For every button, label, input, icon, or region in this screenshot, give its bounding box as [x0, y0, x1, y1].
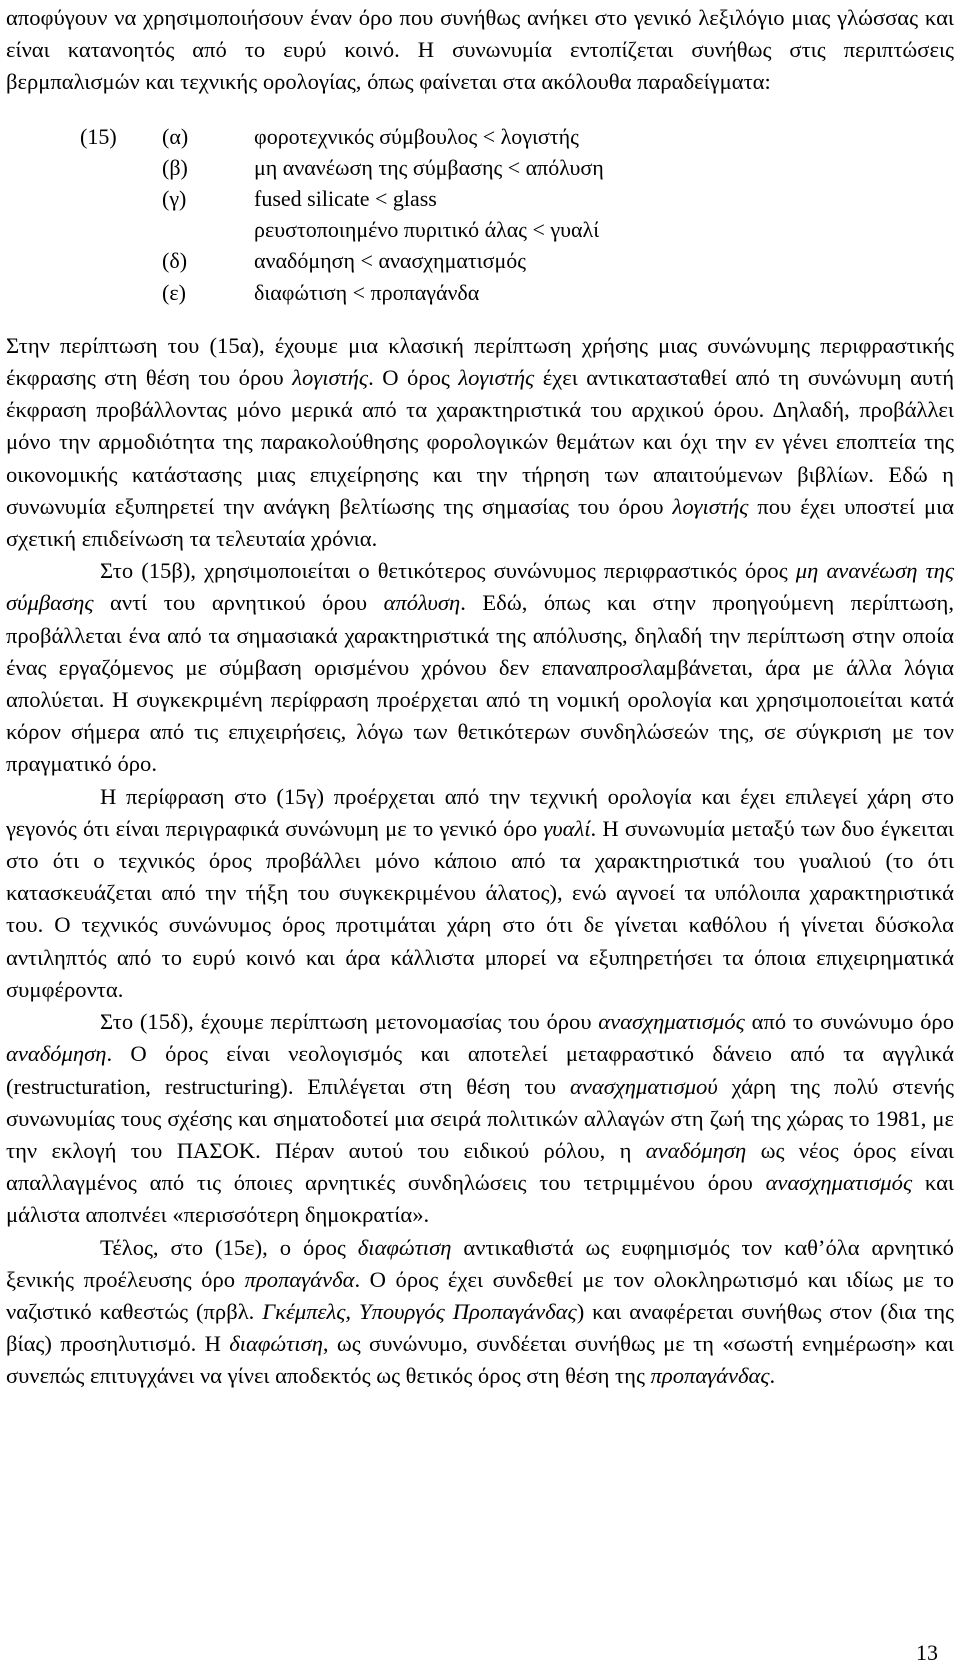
example-row — [80, 183, 954, 214]
italic-term: διαφώτιση — [229, 1331, 323, 1357]
italic-term: απόλυση — [383, 590, 461, 616]
example-row — [80, 214, 954, 245]
italic-term: ανασχηματισμός — [598, 1009, 745, 1035]
italic-term: αναδόμηση — [6, 1041, 107, 1067]
example-label: (α) — [162, 123, 189, 149]
example-number: (15) — [80, 123, 117, 149]
italic-term: αναδόμηση — [645, 1137, 747, 1163]
intro-paragraph — [6, 2, 954, 99]
example-text: αναδόμηση < ανασχηματισμός — [254, 248, 527, 274]
example-label — [162, 214, 254, 245]
italic-term: προπαγάνδας — [650, 1363, 770, 1389]
italic-term: λογιστής — [672, 493, 749, 519]
example-row — [80, 245, 954, 276]
paragraph-15e: Τέλος, στο (15ε), ο όρος διαφώτιση αντικαθιστά ως ευφημισμός τον καθ’όλα αρνητικό ξενικής προέλευσης όρο προπαγάνδα. Ο όρος έχει συνδεθεί με τον ολοκληρωτισμό και ιδίως με το ναζιστικό καθεστώς (πρβλ. Γκέμπελς, Υπουργός Προπαγάνδας) και αναφέρεται συνήθως στον (δια της βίας) προσηλυτισμό. Η διαφώτιση, ως συνώνυμο, συνδέεται συνήθως με τη «σωστή ενημέρωση» και συνεπώς επιτυγχάνει να γίνει αποδεκτός ως θετικός όρος στη θέση της προπαγάνδας. — [6, 1234, 955, 1389]
example-row — [80, 121, 954, 152]
example-text: ρευστοποιημένο πυριτικό άλας < γυαλί — [254, 217, 600, 243]
italic-term: ανασχηματισμός — [765, 1170, 913, 1196]
paragraph-15d: Στο (15δ), έχουμε περίπτωση μετονομασίας του όρου ανασχηματισμός από το συνώνυμο όρο αναδόμηση. Ο όρος είναι νεολογισμός και αποτελεί μεταφραστικό δάνειο από τα αγγλικά (restructuration, restructuring). Επιλέγεται στη θέση του ανασχηματισμού χάρη της πολύ στενής συνωνυμίας τους σχέσης και σηματοδοτεί μια σειρά πολιτικών αλλαγών στη ζωή της χώρας το 1981, με την εκλογή του ΠΑΣΟΚ. Πέραν αυτού του ειδικού ρόλου, η αναδόμηση ως νέος όρος είναι απαλλαγμένος από τις όποιες αρνητικές συνδηλώσεις του τετριμμένου όρου ανασχηματισμός και μάλιστα αποπνέει «περισσότερη δημοκρατία». — [6, 1009, 954, 1228]
example-text: μη ανανέωση της σύμβασης < απόλυση — [254, 154, 604, 180]
paragraph-15b: Στο (15β), χρησιμοποιείται ο θετικότερος συνώνυμος περιφραστικός όρος μη ανανέωση της σύμβασης αντί του αρνητικού όρου απόλυση. Εδώ, όπως και στην προηγούμενη περίπτωση, προβάλλεται ένα από τα σημασιακά χαρακτηριστικά της απόλυσης, δηλαδή την περίπτωση στην οποία ένας εργαζόμενος με σύμβαση ορισμένου χρόνου δεν επαναπροσλαμβάνεται, άρα με άλλα λόγια απολύεται. Η συγκεκριμένη περίφραση προέρχεται από τη νομική ορολογία και χρησιμοποιείται κατά κόρον σήμερα από τις επιχειρήσεις, λόγω των θετικότερων συνδηλώσεών της, σε σύγκριση με τον πραγματικό όρο. — [6, 558, 954, 777]
paragraph-15c: Η περίφραση στο (15γ) προέρχεται από την τεχνική ορολογία και έχει επιλεγεί χάρη στο γεγονός ότι είναι περιγραφικά συνώνυμη με το γενικό όρο γυαλί. Η συνωνυμία μεταξύ των δυο έγκειται στο ότι ο τεχνικός όρος προβάλλει μόνο κάποιο από τα χαρακτηριστικά του γυαλιού (το ότι κατασκευάζεται από την τήξη του συγκεκριμένου άλατος), ενώ αγνοεί τα υπόλοιπα χαρακτηριστικά του. Ο τεχνικός συνώνυμος όρος προτιμάται χάρη στο ότι δε γίνεται καθόλου ή γίνεται δύσκολα αντιληπτός από το ευρύ κοινό και άρα κάλλιστα μπορεί να εξυπηρετήσει τα όποια επιχειρηματικά συμφέροντα. — [6, 783, 955, 1002]
example-row — [80, 152, 954, 183]
example-label: (δ) — [162, 248, 188, 274]
example-text: φοροτεχνικός σύμβουλος < λογιστής — [254, 123, 579, 149]
italic-term: λογιστής — [292, 365, 369, 391]
italic-term: ανασχηματισμού — [569, 1073, 718, 1099]
italic-term: προπαγάνδα — [244, 1266, 355, 1292]
example-text: fused silicate < glass — [254, 186, 437, 212]
example-text: διαφώτιση < προπαγάνδα — [254, 279, 480, 305]
italic-term: Γκέμπελς, Υπουργός Προπαγάνδας — [262, 1298, 577, 1324]
example-label: (γ) — [162, 186, 187, 212]
intro-text: αποφύγουν να χρησιμοποιήσουν έναν όρο που συνήθως ανήκει στο γενικό λεξιλόγιο μιας γλώσσας και είναι κατανοητός από το ευρύ κοινό. Η συνωνυμία εντοπίζεται συνήθως στις περιπτώσεις βερμπαλισμών και τεχνικής ορολογίας, όπως φαίνεται στα ακόλουθα παραδείγματα: — [6, 5, 954, 95]
example-list — [80, 121, 954, 308]
page-number: 13 — [916, 1640, 938, 1665]
italic-term: λογιστής — [458, 365, 535, 391]
example-label: (β) — [162, 154, 188, 180]
example-label: (ε) — [162, 279, 186, 305]
paragraph-15a: Στην περίπτωση του (15α), έχουμε μια κλασική περίπτωση χρήσης μιας συνώνυμης περιφραστικής έκφρασης στη θέση του όρου λογιστής. Ο όρος λογιστής έχει αντικατασταθεί από τη συνώνυμη αυτή έκφραση προβάλλοντας μόνο μερικά από τα χαρακτηριστικά του αρχικού όρου. Δηλαδή, προβάλλει μόνο την αρμοδιότητα της παρακολούθησης φορολογικών θεμάτων και όχι την εν γένει εποπτεία της οικονομικής κατάστασης μιας επιχείρησης και την τήρηση των απαιτούμενων βιβλίων. Εδώ η συνωνυμία εξυπηρετεί την ανάγκη βελτίωσης της σημασίας του όρου λογιστής που έχει υποστεί μια σχετική επιδείνωση τα τελευταία χρόνια. — [6, 332, 955, 552]
italic-term: μη ανανέωση της σύμβασης — [6, 558, 954, 616]
italic-term: διαφώτιση — [357, 1234, 452, 1260]
italic-term: γυαλί — [543, 815, 591, 841]
example-row — [80, 277, 954, 308]
